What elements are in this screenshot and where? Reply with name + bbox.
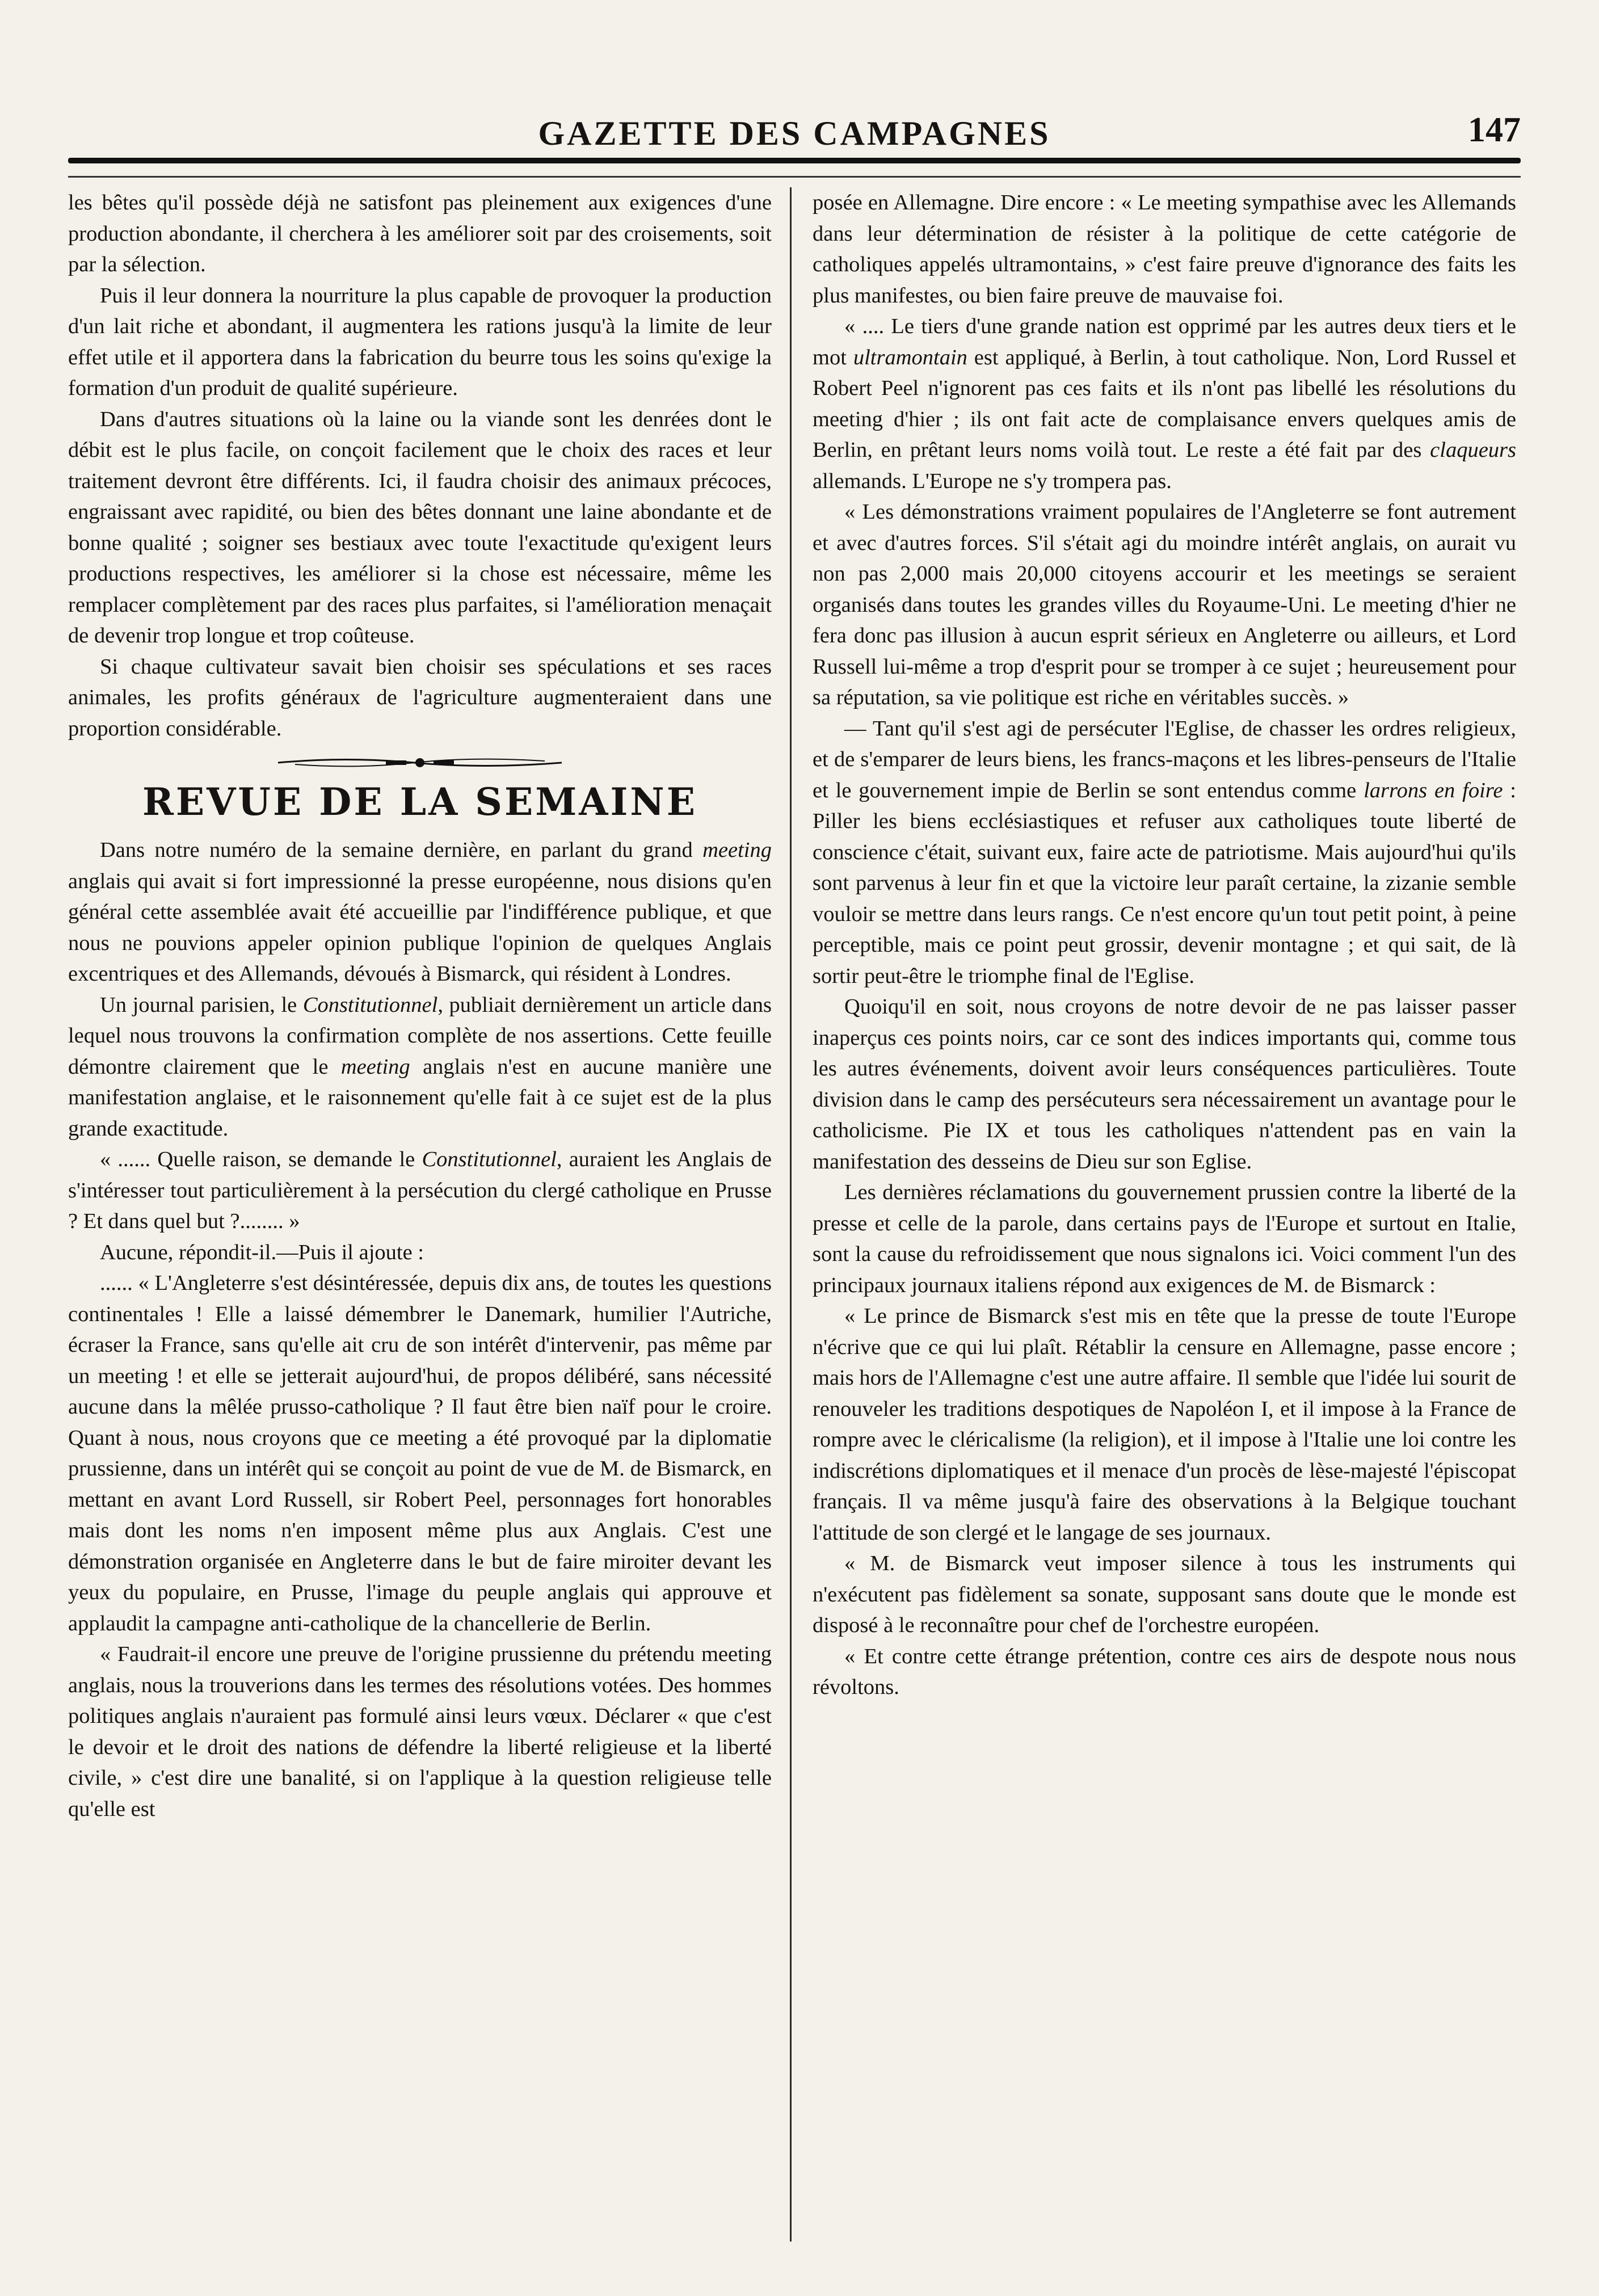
column-divider (790, 187, 792, 2242)
paragraph: les bêtes qu'il possède déjà ne satisfont pas pleinement aux exigences d'une production abondante, il cherchera à les améliorer soit par des croisements, soit par la sélection. (68, 191, 772, 276)
paragraph: « Et contre cette étrange prétention, contre ces airs de despote nous nous révoltons. (813, 1644, 1516, 1699)
paragraph: Dans d'autres situations où la laine ou la viande sont les denrées dont le débit est le plus facile, on conçoit facilement que le choix des races et leur traitement devront être différents. Ici, il faudra choisir des animaux précoces, engraissant avec rapidité, ou bien des bêtes donnant une laine abondante et de bonne qualité ; soigner ses bestiaux avec toute l'exactitude qu'exigent leurs productions respectives, les améliorer si la chose est nécessaire, même les remplacer complètement par des races plus parfaites, si l'amélioration menaçait de devenir trop longue et trop coûteuse. (68, 407, 772, 647)
section-heading: REVUE DE LA SEMAINE (142, 780, 698, 824)
paragraph: « Les démonstrations vraiment populaires de l'Angleterre se font autrement et avec d'autres forces. S'il s'était agi du moindre intérêt anglais, on aurait vu non pas 2,000 mais 20,000 citoyens accourir et les meetings se seraient organisés dans toutes les grandes villes du Royaume-Uni. Le meeting d'hier ne fera donc pas illusion à aucun esprit sérieux en Angleterre ou ailleurs, et Lord Russell lui-même a trop d'esprit pour se tromper à ce sujet ; heureusement pour sa réputation, sa vie politique est riche en véritables succès. » (813, 500, 1516, 709)
paragraph: Puis il leur donnera la nourriture la plus capable de provoquer la production d'un lait riche et abondant, il augmentera les rations jusqu'à la limite de leur effet utile et il apportera dans la fabrication du beurre tous les soins qu'exige la formation d'un produit de qualité supérieure. (68, 283, 772, 400)
right-column (813, 187, 1516, 2247)
left-column (68, 187, 772, 2247)
paragraph: « ...... Quelle raison, se demande le Constitutionnel, auraient les Anglais de s'intéresser tout particulièrement à la persécution du clergé catholique en Prusse ? Et dans quel but ?........ » (68, 1147, 772, 1233)
header-rule-thin (68, 176, 1521, 178)
paragraph: « Faudrait-il encore une preuve de l'origine prussienne du prétendu meeting anglais, nous la trouverions dans les termes des résolutions votées. Des hommes politiques anglais n'auraient pas formulé ainsi leurs vœux. Déclarer « que c'est le devoir et le droit des nations de défendre la liberté religieuse et la liberté civile, » c'est dire une banalité, si on l'applique à la question religieuse telle qu'elle est (68, 1642, 772, 1821)
paragraph: — Tant qu'il s'est agi de persécuter l'Eglise, de chasser les ordres religieux, et de s'emparer de leurs biens, les francs-maçons et les libres-penseurs de l'Italie et le gouvernement impie de Berlin se sont entendus comme larrons en foire : Piller les biens ecclésiastiques et refuser aux catholiques toute liberté de conscience c'était, suivant eux, faire acte de patriotisme. Mais aujourd'hui qu'ils sont parvenus à leur fin et que la victoire leur paraît certaine, la zizanie semble vouloir se mettre dans leurs rangs. Ce n'est encore qu'un tout petit point, à peine perceptible, mais ce point peut grossir, devenir montagne ; et qui sait, de là sortir peut-être le triomphe final de l'Eglise. (813, 716, 1516, 988)
paragraph: « Le prince de Bismarck s'est mis en tête que la presse de toute l'Europe n'écrive que ce qui lui plaît. Rétablir la censure en Allemagne, passe encore ; mais hors de l'Allemagne c'est une autre affaire. Il semble que l'idée lui sourit de renouveler les traditions despotiques de Napoléon I, et il impose à la France de rompre avec le cléricalisme (la religion), et il impose à l'Italie une loi contre les indiscrétions diplomatiques et il menace d'un procès de lèse-majesté l'épiscopat français. Il va même jusqu'à faire des observations à la Belgique touchant l'attitude de son clergé et le langage de ses journaux. (813, 1304, 1516, 1545)
running-title: GAZETTE DES CAMPAGNES (538, 114, 1051, 152)
paragraph: Les dernières réclamations du gouvernement prussien contre la liberté de la presse et celle de la parole, dans certains pays de l'Europe et surtout en Italie, sont la cause du refroidissement que nous signalons ici. Voici comment l'un des principaux journaux italiens répond aux exigences de M. de Bismarck : (813, 1180, 1516, 1297)
paragraph: posée en Allemagne. Dire encore : « Le meeting sympathise avec les Allemands dans leur détermination de résister à la politique de cette catégorie de catholiques appelés ultramontains, » c'est faire preuve d'ignorance des faits les plus manifestes, ou bien faire preuve de mauvaise foi. (813, 191, 1516, 308)
paragraph: ...... « L'Angleterre s'est désintéressée, depuis dix ans, de toutes les questions continentales ! Elle a laissé démembrer le Danemark, humilier l'Autriche, écraser la France, sans qu'elle ait cru de son intérêt d'intervenir, pas même par un meeting ! et elle se jetterait aujourd'hui, de propos délibéré, sans nécessité aucune dans la mêlée prusso-catholique ? Il faut être bien naïf pour le croire. Quant à nous, nous croyons que ce meeting a été provoqué par la diplomatie prussienne, dans un intérêt qui se conçoit au point de vue de M. de Bismarck, en mettant en avant Lord Russell, sir Robert Peel, personnages fort honorables mais dont les noms n'en imposent même plus aux Anglais. C'est une démonstration organisée en Angleterre dans le but de faire miroiter devant les yeux du populaire, en Prusse, l'image du peuple anglais qui approuve et applaudit la campagne anti-catholique de la chancellerie de Berlin. (68, 1271, 772, 1635)
paragraph: « M. de Bismarck veut imposer silence à tous les instruments qui n'exécutent pas fidèlement sa sonate, supposant sans doute que le monde est disposé à le reconnaître pour chef de l'orchestre européen. (813, 1551, 1516, 1637)
paragraph: Aucune, répondit-il.—Puis il ajoute : (100, 1240, 424, 1264)
page-number: 147 (1468, 111, 1521, 149)
paragraph: Un journal parisien, le Constitutionnel, publiait dernièrement un article dans lequel nous trouvons la confirmation complète de nos assertions. Cette feuille démontre clairement que le meeting anglais n'est en aucune manière une manifestation anglaise, et le raisonnement qu'elle fait à ce sujet est de la plus grande exactitude. (68, 993, 772, 1141)
paragraph: Si chaque cultivateur savait bien choisir ses spéculations et ses races animales, les profits généraux de l'agriculture augmenteraient dans une proportion considérable. (68, 654, 772, 741)
ornament-divider (68, 754, 772, 771)
header-rule (68, 158, 1521, 163)
paragraph: Dans notre numéro de la semaine dernière, en parlant du grand meeting anglais qui avait si fort impressionné la presse européenne, nous disions qu'en général cette assemblée avait été accueillie par l'indifférence publique, et que nous ne pouvions appeler opinion publique l'opinion de quelques Anglais excentriques et des Allemands, dévoués à Bismarck, qui résident à Londres. (68, 838, 772, 986)
flourish-ornament (272, 754, 567, 771)
page-header (68, 108, 1521, 159)
paragraph: « .... Le tiers d'une grande nation est opprimé par les autres deux tiers et le mot ultramontain est appliqué, à Berlin, à tout catholique. Non, Lord Russel et Robert Peel n'ignorent pas ces faits et ils n'ont pas libellé les résolutions du meeting d'hier ; ils ont fait acte de complaisance envers quelques amis de Berlin, en prêtant leurs noms voilà tout. Le reste a été fait par des claqueurs allemands. L'Europe ne s'y trompera pas. (813, 314, 1516, 493)
paragraph: Quoiqu'il en soit, nous croyons de notre devoir de ne pas laisser passer inaperçus ces points noirs, car ce sont des indices importants qui, comme tous les autres événements, doivent avoir leurs conséquences particulières. Toute division dans le camp des persécuteurs sera nécessairement un avantage pour le catholicisme. Pie IX et tous les catholiques n'attendent pas en vain la manifestation des desseins de Dieu sur son Eglise. (813, 995, 1516, 1174)
